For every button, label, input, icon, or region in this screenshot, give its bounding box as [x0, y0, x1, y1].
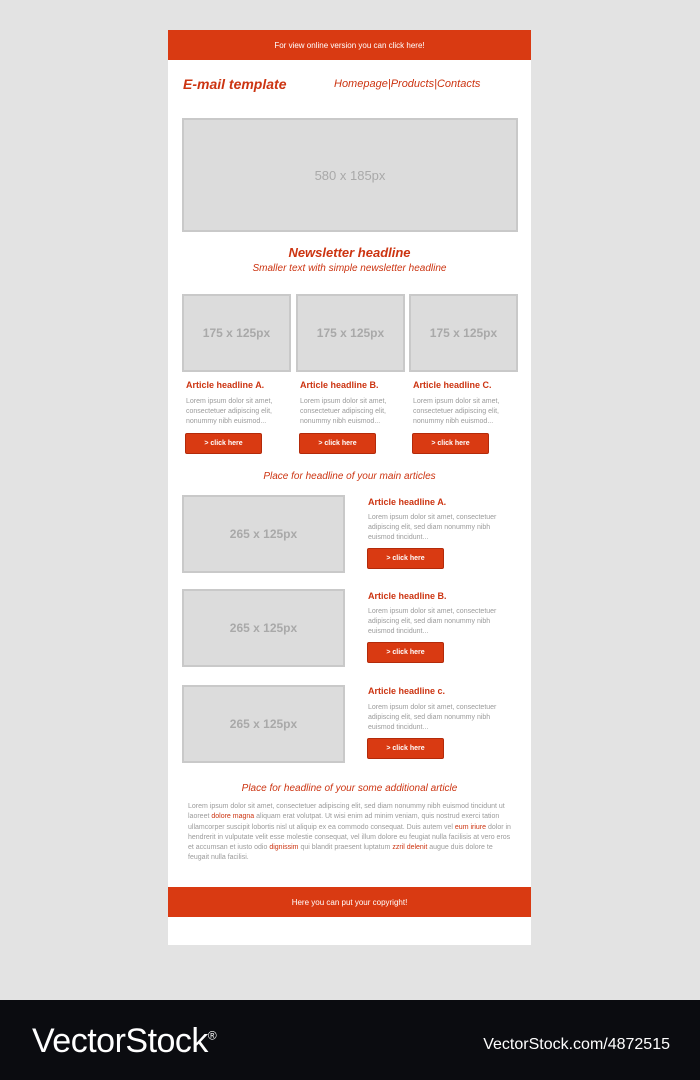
main-article-button-b[interactable]: > click here — [367, 642, 444, 663]
registered-mark: ® — [207, 1028, 217, 1043]
top-bar — [168, 30, 531, 60]
watermark-image-id: VectorStock.com/4872515 — [483, 1036, 670, 1053]
click-here-button-c[interactable]: > click here — [412, 433, 489, 454]
main-articles-headline: Place for headline of your main articles — [263, 471, 436, 482]
watermark-brand: VectorStock — [32, 1022, 208, 1060]
click-here-button-a[interactable]: > click here — [185, 433, 262, 454]
newsletter-headline: Newsletter headline — [288, 245, 411, 260]
main-article-image-placeholder-b: 265 x 125px — [182, 589, 345, 667]
main-article-button-c[interactable]: > click here — [367, 738, 444, 759]
newsletter-subheadline: Smaller text with simple newsletter headline — [252, 263, 447, 274]
main-article-image-placeholder-a: 265 x 125px — [182, 495, 345, 573]
view-online-link[interactable]: For view online version you can click here! — [274, 40, 425, 50]
paragraph-text: aliquam erat volutpat. Ut wisi enim ad minim veniam, quis nostrud exerci tation ullamcorper suscipit lobortis nisl ut aliquip ex ea commodo consequat. Duis autem vel — [188, 813, 500, 831]
copyright-bar — [168, 887, 531, 917]
main-article-image-placeholder-c: 265 x 125px — [182, 685, 345, 763]
column-headline-c: Article headline C. — [413, 380, 492, 390]
highlighted-text: dignissim — [269, 844, 299, 852]
additional-article-headline: Place for headline of your some additional article — [241, 783, 458, 794]
column-text-b: Lorem ipsum dolor sit amet, consectetuer adipiscing elit, nonummy nibh euismod... — [300, 398, 387, 425]
additional-article-paragraph — [188, 802, 513, 864]
main-article-headline-a: Article headline A. — [368, 497, 447, 507]
highlighted-text: eum iriure — [454, 823, 487, 831]
click-here-button-b[interactable]: > click here — [299, 433, 376, 454]
column-text-a: Lorem ipsum dolor sit amet, consectetuer adipiscing elit, nonummy nibh euismod... — [186, 398, 273, 425]
nav-products-link[interactable]: Products — [390, 78, 435, 90]
paragraph-text: dolor in hendrerit in vulputate velit esse molestie consequat, vel illum dolore eu feugiat nulla facilisis at vero eros et accumsan et iusto odio — [188, 823, 511, 852]
logo: E-mail template — [183, 76, 287, 92]
nav-separator: | — [387, 78, 391, 90]
highlighted-text: dolore magna — [211, 813, 255, 821]
main-article-text-c: Lorem ipsum dolor sit amet, consectetuer adipiscing elit, sed diam nonummy nibh euismod tincidunt... — [368, 704, 497, 731]
main-article-headline-c: Article headline c. — [368, 686, 446, 696]
nav-separator: | — [434, 78, 437, 90]
column-image-placeholder-a: 175 x 125px — [182, 294, 291, 372]
paragraph-text: qui blandit praesent luptatum — [298, 844, 393, 852]
nav-contacts-link[interactable]: Contacts — [436, 78, 481, 90]
main-article-headline-b: Article headline B. — [368, 591, 447, 601]
hero-image-placeholder: 580 x 185px — [182, 118, 518, 232]
copyright-text: Here you can put your copyright! — [291, 897, 408, 907]
nav-menu — [334, 78, 480, 90]
nav-homepage-link[interactable]: Homepage — [334, 78, 388, 90]
paragraph-text: augue duis dolore te feugait nulla facilisi. — [188, 844, 493, 862]
column-image-placeholder-c: 175 x 125px — [409, 294, 518, 372]
main-article-button-a[interactable]: > click here — [367, 548, 444, 569]
column-image-placeholder-b: 175 x 125px — [296, 294, 405, 372]
main-article-text-b: Lorem ipsum dolor sit amet, consectetuer adipiscing elit, sed diam nonummy nibh euismod tincidunt... — [368, 608, 497, 635]
column-headline-a: Article headline A. — [186, 380, 265, 390]
watermark-footer — [0, 1000, 700, 1080]
main-article-text-a: Lorem ipsum dolor sit amet, consectetuer adipiscing elit, sed diam nonummy nibh euismod tincidunt... — [368, 514, 497, 541]
column-text-c: Lorem ipsum dolor sit amet, consectetuer adipiscing elit, nonummy nibh euismod... — [413, 398, 500, 425]
paragraph-text: Lorem ipsum dolor sit amet, consectetuer adipiscing elit, sed diam nonummy nibh euismod tincidunt ut laoreet — [188, 803, 505, 821]
email-template-sheet — [168, 30, 531, 945]
column-headline-b: Article headline B. — [300, 380, 379, 390]
vectorstock-logo — [32, 1022, 216, 1061]
highlighted-text: zzril delenit — [392, 844, 428, 852]
